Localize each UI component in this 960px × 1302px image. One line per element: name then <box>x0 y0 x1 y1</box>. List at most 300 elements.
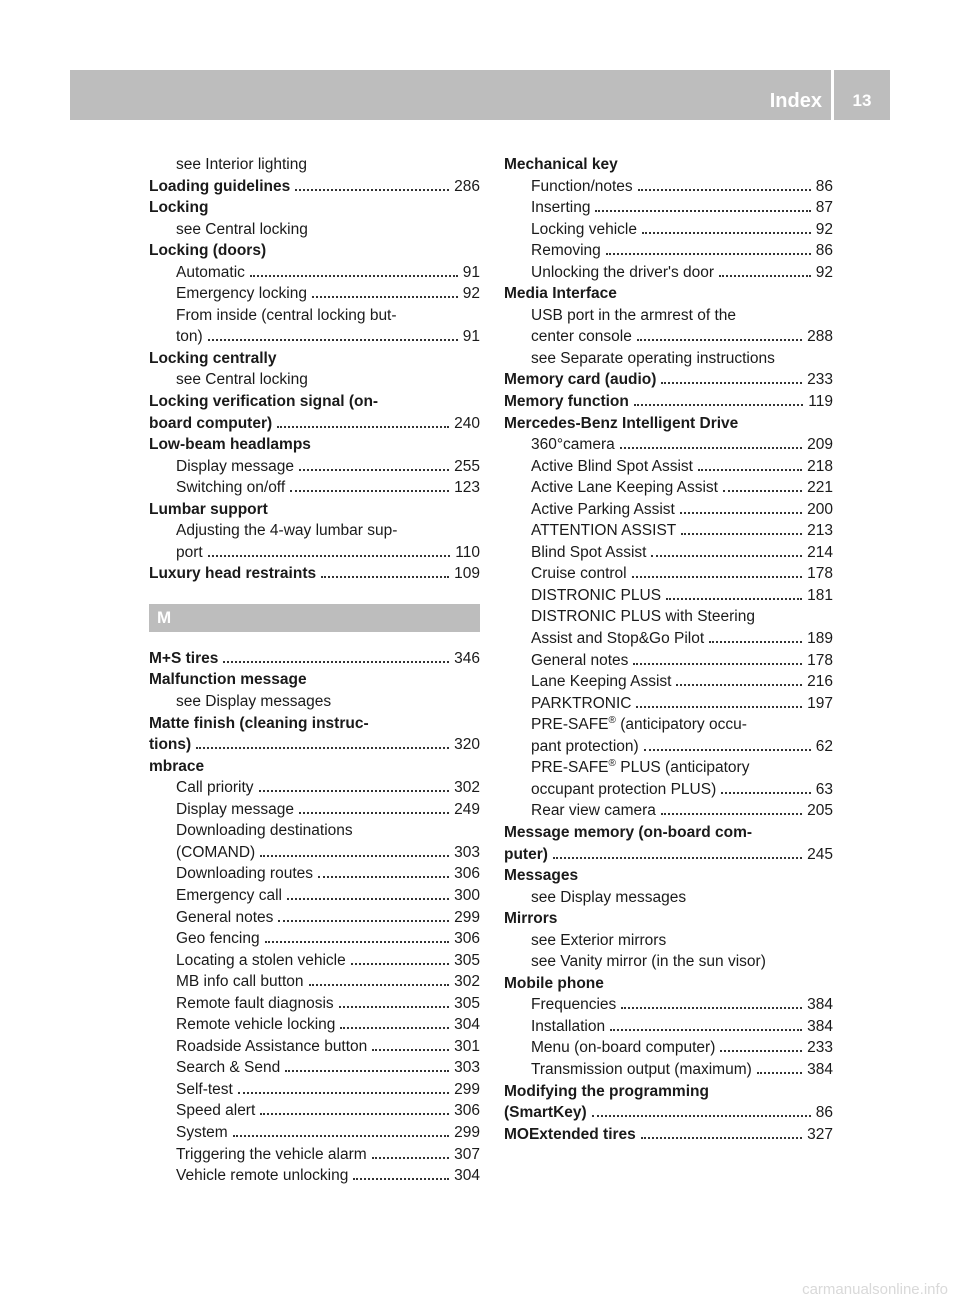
dot-leader <box>312 288 458 299</box>
dot-leader <box>250 266 458 277</box>
entry-text: see Central locking <box>176 220 308 238</box>
dot-leader <box>223 652 449 663</box>
entry-page-number: 303 <box>454 1059 480 1077</box>
entry-page-number: 91 <box>462 263 480 281</box>
entry-page-number: 240 <box>454 414 480 432</box>
entry-page-number: 92 <box>815 263 833 281</box>
index-entry <box>504 736 833 758</box>
index-entry <box>149 391 480 413</box>
dot-leader <box>238 1083 449 1094</box>
entry-page-number: 86 <box>815 242 833 260</box>
index-entry <box>504 456 833 478</box>
entry-text: Active Parking Assist <box>531 500 675 518</box>
entry-text: Mobile phone <box>504 974 604 992</box>
dot-leader <box>680 503 802 514</box>
index-entry <box>149 434 480 456</box>
dot-leader <box>621 999 802 1010</box>
dot-leader <box>260 846 449 857</box>
entry-page-number: 306 <box>454 1102 480 1120</box>
entry-text: ATTENTION ASSIST <box>531 522 677 540</box>
entry-page-number: 92 <box>462 285 480 303</box>
entry-text: Locking vehicle <box>531 220 637 238</box>
entry-page-number: 306 <box>454 865 480 883</box>
section-letter-m: M <box>149 604 480 632</box>
index-group-m-continued <box>504 154 833 1145</box>
entry-text: Automatic <box>176 263 245 281</box>
index-entry <box>504 240 833 262</box>
entry-page-number: 305 <box>454 951 480 969</box>
entry-text: Triggering the vehicle alarm <box>176 1145 367 1163</box>
dot-leader <box>676 676 802 687</box>
entry-text: ton) <box>176 328 203 346</box>
entry-text: Emergency call <box>176 886 282 904</box>
entry-text: From inside (central locking but- <box>176 306 397 324</box>
entry-text: Matte finish (cleaning instruc- <box>149 714 369 732</box>
entry-text: Transmission output (maximum) <box>531 1060 752 1078</box>
entry-text: Display message <box>176 800 295 818</box>
entry-page-number: 205 <box>807 802 833 820</box>
entry-page-number: 209 <box>807 436 833 454</box>
dot-leader <box>719 266 811 277</box>
entry-text: Search & Send <box>176 1059 281 1077</box>
entry-text: Self-test <box>176 1080 233 1098</box>
index-entry <box>149 799 480 821</box>
entry-text: Menu (on-board computer) <box>531 1039 716 1057</box>
entry-text: PRE-SAFE® PLUS (anticipatory <box>531 758 750 777</box>
entry-page-number: 307 <box>454 1145 480 1163</box>
index-entry <box>149 1144 480 1166</box>
entry-page-number: 346 <box>454 649 480 667</box>
entry-page-number: 233 <box>807 1039 833 1057</box>
entry-page-number: 301 <box>454 1037 480 1055</box>
entry-text: Luxury head restraints <box>149 565 317 583</box>
entry-page-number: 255 <box>454 457 480 475</box>
dot-leader <box>641 1128 802 1139</box>
index-entry <box>504 413 833 435</box>
index-entry <box>149 1014 480 1036</box>
entry-text: Inserting <box>531 199 591 217</box>
dot-leader <box>259 782 450 793</box>
dot-leader <box>208 331 458 342</box>
index-entry <box>149 563 480 585</box>
entry-text: see Central locking <box>176 371 308 389</box>
index-entry <box>504 262 833 284</box>
entry-text: Modifying the programming <box>504 1082 709 1100</box>
entry-page-number: 327 <box>807 1125 833 1143</box>
dot-leader <box>698 460 802 471</box>
entry-text: Installation <box>531 1017 606 1035</box>
index-entry <box>504 219 833 241</box>
dot-leader <box>318 868 449 879</box>
index-group-l <box>149 154 480 585</box>
entry-text: (COMAND) <box>176 843 256 861</box>
index-entry <box>504 908 833 930</box>
index-entry <box>504 348 833 370</box>
index-entry <box>504 1102 833 1124</box>
entry-page-number: 178 <box>807 651 833 669</box>
dot-leader <box>353 1170 449 1181</box>
entry-text: Call priority <box>176 779 254 797</box>
entry-text: General notes <box>531 651 629 669</box>
entry-page-number: 123 <box>454 479 480 497</box>
index-column-right <box>504 154 833 1145</box>
entry-page-number: 299 <box>454 1080 480 1098</box>
index-entry <box>504 650 833 672</box>
index-entry <box>149 176 480 198</box>
index-group-m <box>149 648 480 1187</box>
entry-page-number: 299 <box>454 1123 480 1141</box>
index-entry <box>149 262 480 284</box>
index-entry <box>149 326 480 348</box>
dot-leader <box>372 1040 449 1051</box>
index-entry <box>504 1016 833 1038</box>
entry-page-number: 213 <box>807 522 833 540</box>
page-title: Index <box>769 90 822 112</box>
index-entry <box>149 499 480 521</box>
index-entry <box>504 800 833 822</box>
entry-page-number: 306 <box>454 930 480 948</box>
entry-text: Vehicle remote unlocking <box>176 1167 349 1185</box>
index-entry <box>149 1036 480 1058</box>
entry-text: DISTRONIC PLUS <box>531 586 662 604</box>
index-entry <box>504 994 833 1016</box>
entry-text: see Vanity mirror (in the sun visor) <box>531 953 766 971</box>
index-entry <box>149 283 480 305</box>
dot-leader <box>278 911 449 922</box>
entry-text: mbrace <box>149 757 205 775</box>
index-entry <box>149 993 480 1015</box>
entry-text: puter) <box>504 845 548 863</box>
entry-page-number: 384 <box>807 996 833 1014</box>
index-entry <box>504 628 833 650</box>
entry-text: Memory card (audio) <box>504 371 657 389</box>
dot-leader <box>339 997 449 1008</box>
index-entry <box>504 434 833 456</box>
entry-page-number: 302 <box>454 779 480 797</box>
index-column-left <box>149 154 480 1187</box>
entry-page-number: 197 <box>807 694 833 712</box>
entry-page-number: 304 <box>454 1167 480 1185</box>
entry-page-number: 249 <box>454 800 480 818</box>
index-entry <box>504 779 833 801</box>
entry-page-number: 92 <box>815 220 833 238</box>
index-entry <box>149 305 480 327</box>
entry-text: MB info call button <box>176 973 304 991</box>
index-entry <box>504 1037 833 1059</box>
index-entry <box>149 542 480 564</box>
index-entry <box>504 585 833 607</box>
entry-text: Removing <box>531 242 601 260</box>
entry-text: Locking centrally <box>149 349 277 367</box>
entry-text: see Exterior mirrors <box>531 931 667 949</box>
entry-text: Unlocking the driver's door <box>531 263 715 281</box>
entry-page-number: 119 <box>808 393 833 411</box>
entry-text: Loading guidelines <box>149 177 291 195</box>
index-entry <box>149 197 480 219</box>
entry-text: Display message <box>176 457 295 475</box>
entry-text: Function/notes <box>531 177 633 195</box>
index-entry <box>504 714 833 736</box>
dot-leader <box>681 525 802 536</box>
index-entry <box>504 1059 833 1081</box>
entry-page-number: 300 <box>454 886 480 904</box>
index-entry <box>149 713 480 735</box>
entry-page-number: 86 <box>815 177 833 195</box>
entry-page-number: 221 <box>807 479 833 497</box>
entry-page-number: 233 <box>807 371 833 389</box>
entry-page-number: 109 <box>454 565 480 583</box>
index-entry <box>504 283 833 305</box>
entry-page-number: 286 <box>454 177 480 195</box>
dot-leader <box>638 180 811 191</box>
entry-text: Switching on/off <box>176 479 286 497</box>
index-entry <box>504 499 833 521</box>
entry-text: Active Lane Keeping Assist <box>531 479 718 497</box>
index-entry <box>504 930 833 952</box>
entry-text: Malfunction message <box>149 671 307 689</box>
index-entry <box>149 669 480 691</box>
dot-leader <box>351 954 449 965</box>
entry-page-number: 87 <box>815 199 833 217</box>
index-entry <box>149 456 480 478</box>
index-entry <box>504 197 833 219</box>
entry-text: Active Blind Spot Assist <box>531 457 693 475</box>
dot-leader <box>299 803 449 814</box>
watermark: carmanualsonline.info <box>802 1281 948 1298</box>
index-entry <box>504 369 833 391</box>
entry-text: see Display messages <box>531 888 687 906</box>
entry-text: Blind Spot Assist <box>531 543 647 561</box>
entry-text: Low-beam headlamps <box>149 436 311 454</box>
index-entry <box>149 820 480 842</box>
dot-leader <box>661 805 802 816</box>
entry-page-number: 303 <box>454 843 480 861</box>
dot-leader <box>642 223 811 234</box>
dot-leader <box>260 1105 449 1116</box>
index-entry <box>149 863 480 885</box>
entry-page-number: 384 <box>807 1017 833 1035</box>
entry-text: Remote vehicle locking <box>176 1016 336 1034</box>
entry-text: Remote fault diagnosis <box>176 994 334 1012</box>
entry-page-number: 218 <box>807 457 833 475</box>
entry-page-number: 91 <box>462 328 480 346</box>
entry-text: Mechanical key <box>504 156 618 173</box>
header-bar <box>70 70 890 120</box>
dot-leader <box>372 1148 449 1159</box>
entry-text: DISTRONIC PLUS with Steering <box>531 608 755 626</box>
index-entry <box>504 1124 833 1146</box>
entry-text: Downloading destinations <box>176 822 353 840</box>
entry-text: see Separate operating instructions <box>531 349 775 367</box>
entry-text: Locking <box>149 199 209 217</box>
page-number: 13 <box>852 91 872 110</box>
index-entry <box>149 691 480 713</box>
index-entry <box>149 777 480 799</box>
entry-page-number: 304 <box>454 1016 480 1034</box>
index-entry <box>149 648 480 670</box>
entry-text: General notes <box>176 908 274 926</box>
index-entry <box>149 950 480 972</box>
dot-leader <box>277 417 449 428</box>
index-entry <box>149 842 480 864</box>
entry-text: Downloading routes <box>176 865 314 883</box>
dot-leader <box>757 1063 802 1074</box>
entry-text: Roadside Assistance button <box>176 1037 368 1055</box>
entry-text: tions) <box>149 736 192 754</box>
entry-text: Locking verification signal (on- <box>149 393 379 411</box>
index-entry <box>504 693 833 715</box>
index-entry <box>504 391 833 413</box>
index-entry <box>149 907 480 929</box>
entry-text: Lumbar support <box>149 500 268 518</box>
index-entry <box>504 176 833 198</box>
index-entry <box>149 413 480 435</box>
dot-leader <box>340 1019 449 1030</box>
dot-leader <box>644 740 811 751</box>
dot-leader <box>299 460 449 471</box>
dot-leader <box>553 848 802 859</box>
index-entry <box>504 477 833 499</box>
entry-page-number: 216 <box>807 673 833 691</box>
dot-leader <box>321 568 449 579</box>
index-entry <box>149 1122 480 1144</box>
entry-text: see Interior lighting <box>176 156 307 173</box>
dot-leader <box>620 439 802 450</box>
entry-text: Messages <box>504 867 579 885</box>
dot-leader <box>634 396 803 407</box>
entry-text: Locking (doors) <box>149 242 267 260</box>
index-entry <box>504 606 833 628</box>
entry-page-number: 384 <box>807 1060 833 1078</box>
index-entry <box>504 305 833 327</box>
entry-page-number: 305 <box>454 994 480 1012</box>
entry-text: Cruise control <box>531 565 627 583</box>
entry-text: USB port in the armrest of the <box>531 306 737 324</box>
entry-text: pant protection) <box>531 737 639 755</box>
entry-text: Mercedes-Benz Intelligent Drive <box>504 414 739 432</box>
dot-leader <box>632 568 803 579</box>
entry-page-number: 181 <box>807 586 833 604</box>
index-entry <box>504 822 833 844</box>
entry-text: see Display messages <box>176 693 332 711</box>
dot-leader <box>592 1107 811 1118</box>
dot-leader <box>651 546 802 557</box>
entry-text: PRE-SAFE® (anticipatory occu- <box>531 715 747 734</box>
index-entry <box>149 477 480 499</box>
index-entry <box>149 971 480 993</box>
entry-page-number: 86 <box>815 1104 833 1122</box>
index-entry <box>504 154 833 176</box>
entry-page-number: 110 <box>455 543 480 561</box>
index-entry <box>149 240 480 262</box>
entry-text: Locating a stolen vehicle <box>176 951 346 969</box>
index-entry <box>149 154 480 176</box>
entry-text: board computer) <box>149 414 273 432</box>
index-entry <box>504 951 833 973</box>
entry-text: Media Interface <box>504 285 617 303</box>
index-entry <box>149 1057 480 1079</box>
entry-page-number: 288 <box>807 328 833 346</box>
entry-page-number: 299 <box>454 908 480 926</box>
dot-leader <box>661 374 802 385</box>
index-entry <box>149 756 480 778</box>
index-entry <box>504 326 833 348</box>
dot-leader <box>721 783 811 794</box>
dot-leader <box>295 180 449 191</box>
dot-leader <box>636 697 802 708</box>
entry-text: Lane Keeping Assist <box>531 673 672 691</box>
dot-leader <box>196 739 449 750</box>
dot-leader <box>208 546 451 557</box>
index-entry <box>504 973 833 995</box>
entry-page-number: 178 <box>807 565 833 583</box>
index-entry <box>504 887 833 909</box>
entry-text: port <box>176 543 203 561</box>
entry-text: 360°camera <box>531 436 615 454</box>
dot-leader <box>595 202 810 213</box>
dot-leader <box>265 933 450 944</box>
dot-leader <box>287 889 449 900</box>
entry-page-number: 245 <box>807 845 833 863</box>
index-entry <box>504 520 833 542</box>
index-entry <box>504 1081 833 1103</box>
entry-text: Geo fencing <box>176 930 260 948</box>
entry-text: PARKTRONIC <box>531 694 632 712</box>
index-entry <box>504 865 833 887</box>
index-entry <box>149 1100 480 1122</box>
index-entry <box>149 734 480 756</box>
entry-page-number: 214 <box>807 543 833 561</box>
entry-page-number: 62 <box>815 737 833 755</box>
entry-text: Frequencies <box>531 996 617 1014</box>
entry-text: MOExtended tires <box>504 1125 636 1143</box>
entry-text: Memory function <box>504 393 629 411</box>
entry-text: Speed alert <box>176 1102 256 1120</box>
entry-text: occupant protection PLUS) <box>531 780 717 798</box>
entry-page-number: 320 <box>454 736 480 754</box>
dot-leader <box>309 976 450 987</box>
entry-text: (SmartKey) <box>504 1104 587 1122</box>
index-entry <box>149 520 480 542</box>
entry-page-number: 200 <box>807 500 833 518</box>
entry-text: Mirrors <box>504 910 558 928</box>
entry-text: Message memory (on-board com- <box>504 823 753 841</box>
index-entry <box>504 542 833 564</box>
dot-leader <box>233 1126 449 1137</box>
dot-leader <box>709 633 802 644</box>
index-entry <box>504 757 833 779</box>
index-entry <box>149 1079 480 1101</box>
dot-leader <box>290 482 449 493</box>
index-entry <box>149 348 480 370</box>
entry-text: M+S tires <box>149 649 219 667</box>
dot-leader <box>637 331 802 342</box>
dot-leader <box>720 1042 802 1053</box>
dot-leader <box>606 245 811 256</box>
entry-text: Emergency locking <box>176 285 307 303</box>
index-entry <box>149 885 480 907</box>
entry-page-number: 189 <box>807 630 833 648</box>
index-entry <box>149 219 480 241</box>
index-entry <box>504 671 833 693</box>
dot-leader <box>666 589 802 600</box>
dot-leader <box>285 1062 449 1073</box>
entry-text: Adjusting the 4-way lumbar sup- <box>176 522 398 540</box>
entry-text: center console <box>531 328 632 346</box>
index-entry <box>149 928 480 950</box>
entry-page-number: 302 <box>454 973 480 991</box>
index-entry <box>149 1165 480 1187</box>
